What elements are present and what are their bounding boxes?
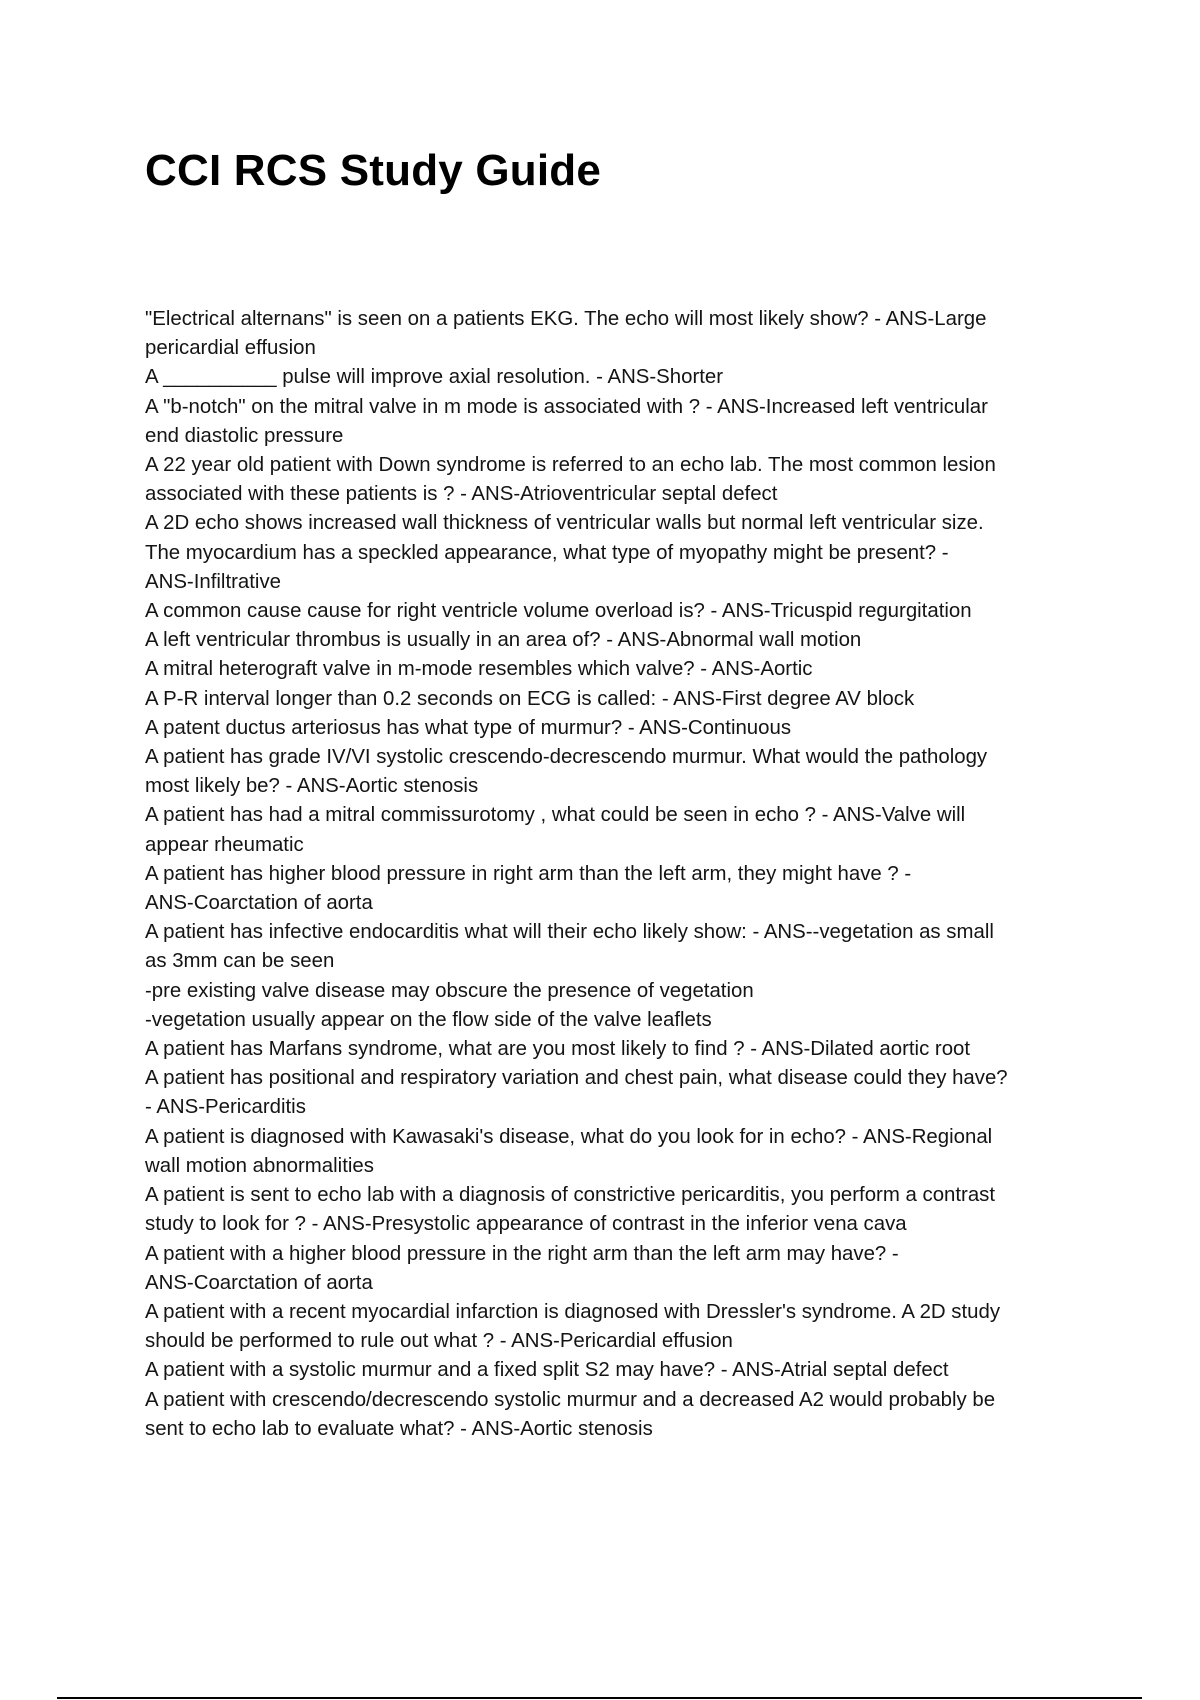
text-line: ANS-Coarctation of aorta bbox=[145, 1271, 373, 1294]
text-line: A patient with a recent myocardial infarction is diagnosed with Dressler's syndrome. A 2D study bbox=[145, 1300, 1001, 1323]
text-line: -pre existing valve disease may obscure the presence of vegetation bbox=[145, 979, 754, 1002]
text-line: A patient is diagnosed with Kawasaki's disease, what do you look for in echo? - ANS-Regional bbox=[145, 1125, 993, 1148]
text-line: study to look for ? - ANS-Presystolic appearance of contrast in the inferior vena cava bbox=[145, 1213, 907, 1236]
text-line: sent to echo lab to evaluate what? - ANS-Aortic stenosis bbox=[145, 1417, 653, 1440]
text-line: A patient with crescendo/decrescendo systolic murmur and a decreased A2 would probably be bbox=[145, 1388, 996, 1411]
text-line: associated with these patients is ? - ANS-Atrioventricular septal defect bbox=[145, 483, 778, 506]
text-line: A "b-notch" on the mitral valve in m mode is associated with ? - ANS-Increased left ventricular bbox=[145, 395, 988, 418]
text-line: A patient has higher blood pressure in right arm than the left arm, they might have ? - bbox=[145, 862, 912, 885]
text-line: A patient has grade IV/VI systolic crescendo-decrescendo murmur. What would the pathology bbox=[145, 746, 988, 769]
text-line: A patient has positional and respiratory variation and chest pain, what disease could they have? bbox=[145, 1067, 1008, 1090]
text-line: appear rheumatic bbox=[145, 833, 304, 856]
text-line: should be performed to rule out what ? - ANS-Pericardial effusion bbox=[145, 1330, 733, 1353]
text-line: The myocardium has a speckled appearance, what type of myopathy might be present? - bbox=[145, 541, 949, 564]
text-line: A common cause cause for right ventricle volume overload is? - ANS-Tricuspid regurgitation bbox=[145, 600, 972, 623]
page-title: CCI RCS Study Guide bbox=[145, 146, 602, 195]
text-line: A patent ductus arteriosus has what type of murmur? - ANS-Continuous bbox=[145, 716, 792, 739]
text-line: A left ventricular thrombus is usually in an area of? - ANS-Abnormal wall motion bbox=[145, 629, 862, 652]
text-line: A patient with a higher blood pressure in the right arm than the left arm may have? - bbox=[145, 1242, 899, 1265]
text-line: A patient has infective endocarditis what will their echo likely show: - ANS--vegetation as small bbox=[145, 921, 994, 944]
text-line: "Electrical alternans" is seen on a patients EKG. The echo will most likely show? - ANS-Large bbox=[145, 308, 987, 330]
text-line: A __________ pulse will improve axial resolution. - ANS-Shorter bbox=[145, 366, 724, 389]
text-line: as 3mm can be seen bbox=[145, 950, 335, 973]
text-line: wall motion abnormalities bbox=[145, 1154, 374, 1177]
text-line: A mitral heterograft valve in m-mode resembles which valve? - ANS-Aortic bbox=[145, 658, 813, 681]
text-line: most likely be? - ANS-Aortic stenosis bbox=[145, 775, 479, 798]
text-line: -vegetation usually appear on the flow side of the valve leaflets bbox=[145, 1008, 712, 1031]
text-line: A P-R interval longer than 0.2 seconds on ECG is called: - ANS-First degree AV block bbox=[145, 687, 915, 710]
footer-divider bbox=[57, 1697, 1142, 1699]
text-line: A patient is sent to echo lab with a diagnosis of constrictive pericarditis, you perform a contrast bbox=[145, 1184, 996, 1207]
text-line: pericardial effusion bbox=[145, 337, 316, 360]
text-line: A 22 year old patient with Down syndrome is referred to an echo lab. The most common lesion bbox=[145, 454, 996, 477]
text-line: A patient has Marfans syndrome, what are you most likely to find ? - ANS-Dilated aortic root bbox=[145, 1038, 971, 1061]
text-line: ANS-Coarctation of aorta bbox=[145, 892, 373, 915]
text-line: ANS-Infiltrative bbox=[145, 570, 281, 593]
text-line: A 2D echo shows increased wall thickness of ventricular walls but normal left ventricular size. bbox=[145, 512, 984, 535]
text-line: A patient with a systolic murmur and a fixed split S2 may have? - ANS-Atrial septal defect bbox=[145, 1359, 949, 1382]
document-body bbox=[145, 305, 1090, 1444]
text-line: - ANS-Pericarditis bbox=[145, 1096, 306, 1119]
text-line: A patient has had a mitral commissurotomy , what could be seen in echo ? - ANS-Valve will bbox=[145, 804, 966, 827]
text-line: end diastolic pressure bbox=[145, 424, 344, 447]
